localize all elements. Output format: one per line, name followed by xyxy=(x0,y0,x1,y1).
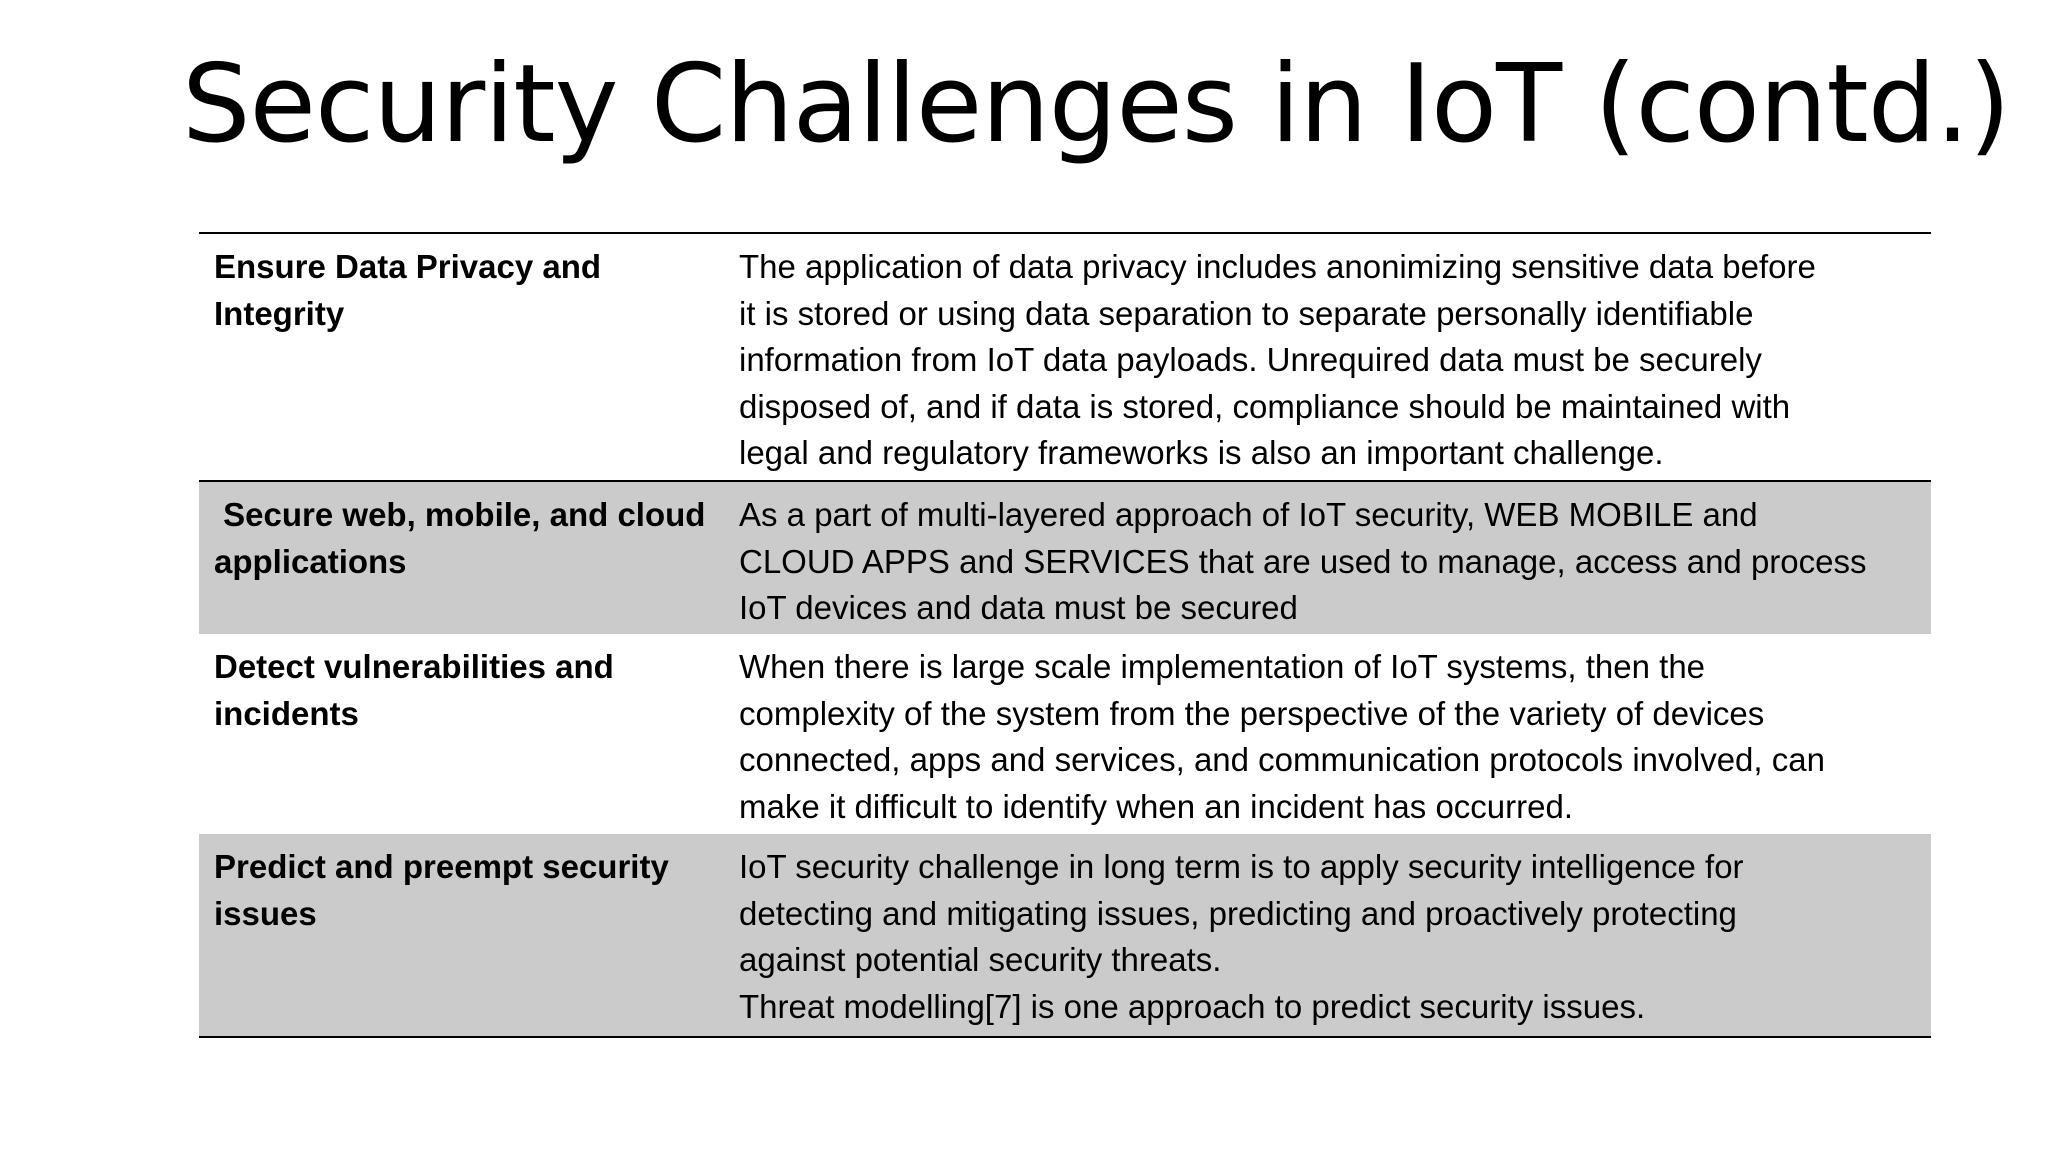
challenges-table xyxy=(199,232,1931,1038)
table-row xyxy=(199,834,1931,1036)
challenge-description: The application of data privacy includes anonimizing sensitive data before it is stored or using data separation to separate personally identifiable information from IoT data payloads. Unrequired data must be securely disposed of, and if data is stored, compliance should be maintained with legal and regulatory frameworks is also an important challenge. xyxy=(739,248,1816,471)
table-row xyxy=(199,634,1931,834)
table-row xyxy=(199,234,1931,480)
challenge-description: As a part of multi-layered approach of IoT security, WEB MOBILE and CLOUD APPS and SERVICES that are used to manage, access and process IoT devices and data must be secured xyxy=(739,496,1867,626)
challenge-name: Secure web, mobile, and cloud applications xyxy=(214,496,715,580)
challenge-description: When there is large scale implementation of IoT systems, then the complexity of the system from the perspective of the variety of devices connected, apps and services, and communication protocols involved, can make it difficult to identify when an incident has occurred. xyxy=(739,648,1825,825)
challenge-name: Detect vulnerabilities and incidents xyxy=(214,648,614,732)
table-row xyxy=(199,480,1931,634)
slide-title: Security Challenges in IoT (contd.) xyxy=(182,42,2010,167)
challenge-description: IoT security challenge in long term is to apply security intelligence for detecting and mitigating issues, predicting and proactively protecting against potential security threats. Threat modelling[7] is one approach to predict security issues. xyxy=(739,848,1744,1025)
challenge-name: Predict and preempt security issues xyxy=(214,848,669,932)
challenge-name: Ensure Data Privacy and Integrity xyxy=(214,248,602,332)
